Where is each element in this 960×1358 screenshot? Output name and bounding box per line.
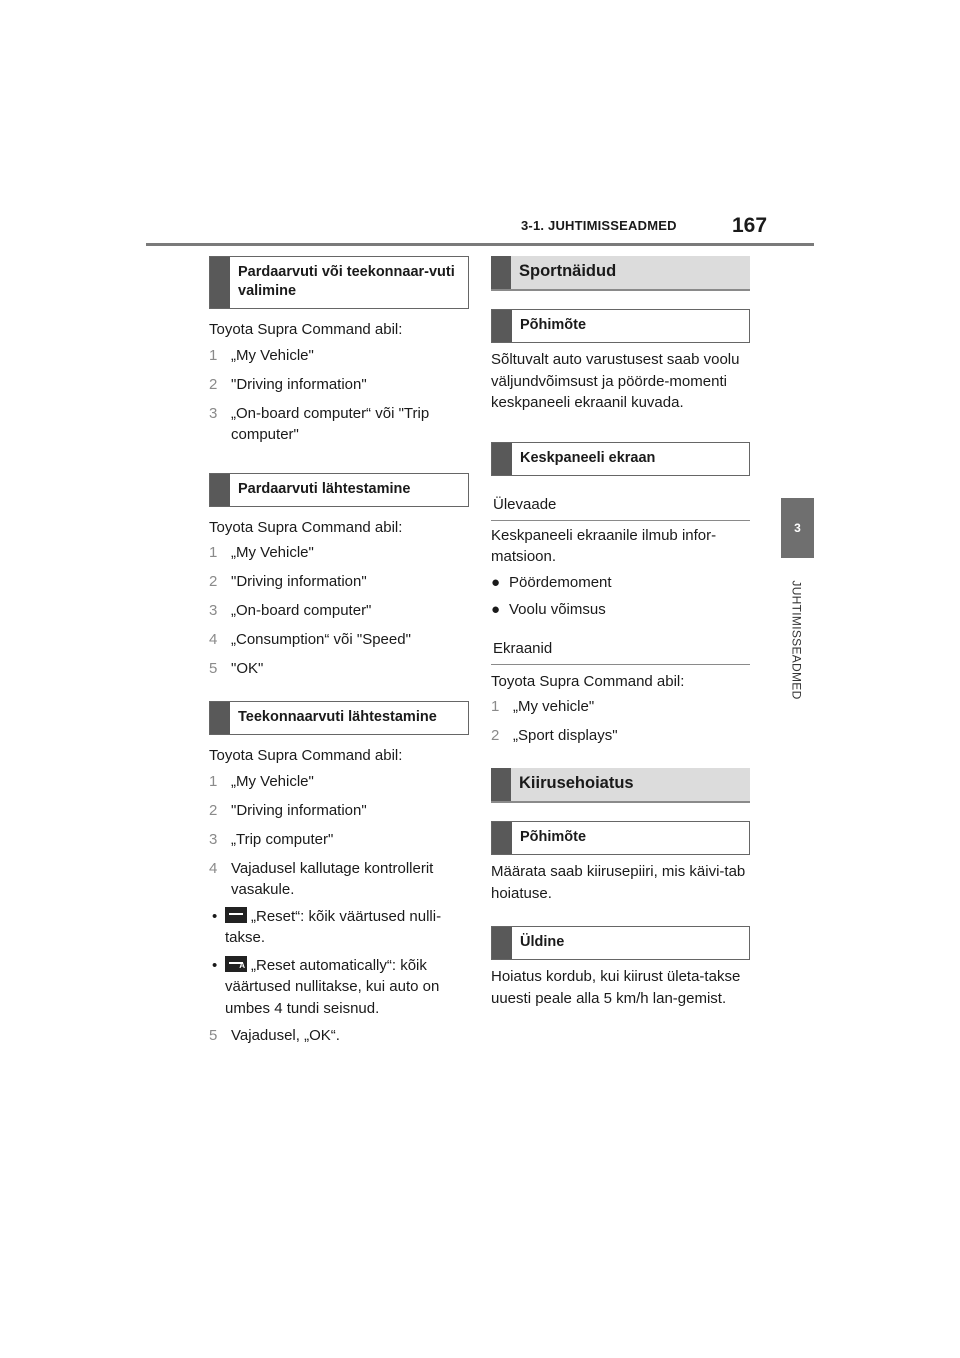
step-number: 1 [209, 544, 218, 561]
step-item [209, 629, 469, 650]
step-item [209, 374, 469, 395]
step-text: "Driving information" [231, 801, 367, 819]
step-number: 2 [209, 801, 218, 819]
step-item [209, 1025, 469, 1046]
step-number: 1 [491, 698, 500, 715]
step-item [209, 571, 469, 592]
step-item [491, 696, 750, 717]
intro-text: Toyota Supra Command abil: [209, 518, 403, 536]
step-number: 5 [209, 1027, 218, 1044]
reset-auto-icon [225, 956, 247, 972]
step-number: 3 [209, 830, 218, 848]
subheading-overview: Ülevaade [491, 490, 750, 521]
step-number: 4 [209, 859, 218, 877]
step-text: „My Vehicle" [231, 346, 314, 364]
step-number: 1 [209, 346, 218, 364]
step-text: "OK" [231, 660, 264, 677]
chapter-title: JUHTIMISSEADMED [790, 580, 804, 700]
step-number: 4 [209, 631, 218, 648]
step-item [209, 403, 469, 445]
principle-text: Sõltuvalt auto varustusest saab voolu väljundvõimsust ja pöörde-momenti keskpaneeli ekraanil kuvada. [491, 351, 740, 411]
general-text: Hoiatus kordub, kui kiirust ületa-takse uuesti peale alla 5 km/h lan-gemist. [491, 968, 741, 1007]
bullet-text: „Reset“: kõik väärtused nulli-takse. [225, 907, 442, 946]
bullet-text: Pöördemoment [509, 573, 612, 591]
bullet-marker: • [212, 907, 218, 925]
intro-text: Toyota Supra Command abil: [209, 747, 403, 764]
principle-text: Määrata saab kiirusepiiri, mis käivi-tab hoiatuse. [491, 863, 746, 902]
reset-icon [225, 907, 247, 923]
step-text: „On-board computer“ või "Trip computer" [231, 404, 430, 443]
chapter-number: 3 [794, 521, 801, 535]
intro-text: Toyota Supra Command abil: [209, 321, 403, 338]
heading-principle: Põhimõte [491, 821, 750, 855]
bullet-marker: ● [491, 573, 501, 591]
step-text: "Driving information" [231, 573, 367, 590]
step-text: „On-board computer" [231, 602, 372, 619]
step-text: „My Vehicle" [231, 544, 314, 561]
step-item [491, 725, 750, 746]
step-text: „Consumption“ või "Speed" [231, 631, 411, 648]
step-item [209, 829, 469, 850]
heading-reset-trip: Teekonnaarvuti lähtestamine [209, 701, 469, 735]
right-column [491, 256, 750, 1009]
heading-speed-warning: Kiirusehoiatus [491, 768, 750, 803]
step-item [209, 600, 469, 621]
step-text: „Sport displays" [513, 727, 618, 744]
step-number: 2 [209, 573, 218, 590]
overview-text: Keskpaneeli ekraanile ilmub infor-matsioon. [491, 526, 717, 565]
bullet-item [209, 955, 469, 1020]
section-label: 3-1. JUHTIMISSEADMED [521, 218, 677, 233]
bullet-item [209, 906, 469, 949]
step-number: 1 [209, 772, 218, 790]
bullet-marker: ● [491, 600, 501, 618]
step-number: 5 [209, 660, 218, 677]
chapter-tab [781, 498, 814, 558]
bullet-text: „Reset automatically“: kõik väärtused nullitakse, kui auto on umbes 4 tundi seisnud. [225, 956, 440, 1017]
step-text: Vajadusel kallutage kontrollerit vasakule. [231, 859, 434, 898]
heading-reset-onboard: Pardaarvuti lähtestamine [209, 473, 469, 507]
step-item [209, 345, 469, 366]
left-column [209, 256, 469, 1046]
step-text: Vajadusel, „OK“. [231, 1027, 340, 1044]
intro-text: Toyota Supra Command abil: [491, 672, 685, 690]
heading-center-display: Keskpaneeli ekraan [491, 442, 750, 476]
step-item [209, 858, 469, 900]
bullet-marker: • [212, 956, 218, 974]
step-item [209, 771, 469, 792]
bullet-item [491, 599, 750, 620]
heading-principle: Põhimõte [491, 309, 750, 343]
heading-select-computer: Pardaarvuti või teekonnaar-vuti valimine [209, 256, 469, 309]
step-text: "Driving information" [231, 375, 367, 393]
step-text: „Trip computer" [231, 830, 334, 848]
step-item [209, 800, 469, 821]
step-number: 2 [491, 727, 500, 744]
subheading-displays: Ekraanid [491, 634, 750, 665]
step-number: 3 [209, 404, 218, 422]
step-number: 2 [209, 375, 218, 393]
bullet-text: Voolu võimsus [509, 600, 606, 618]
page-number: 167 [732, 214, 768, 237]
step-item [209, 658, 469, 679]
step-number: 3 [209, 602, 218, 619]
chapter-side-label [779, 565, 815, 715]
bullet-item [491, 572, 750, 593]
step-text: „My Vehicle" [231, 772, 314, 790]
step-item [209, 542, 469, 563]
heading-sport-displays: Sportnäidud [491, 256, 750, 291]
header-rule [146, 243, 814, 246]
heading-general: Üldine [491, 926, 750, 960]
step-text: „My vehicle" [513, 698, 595, 715]
